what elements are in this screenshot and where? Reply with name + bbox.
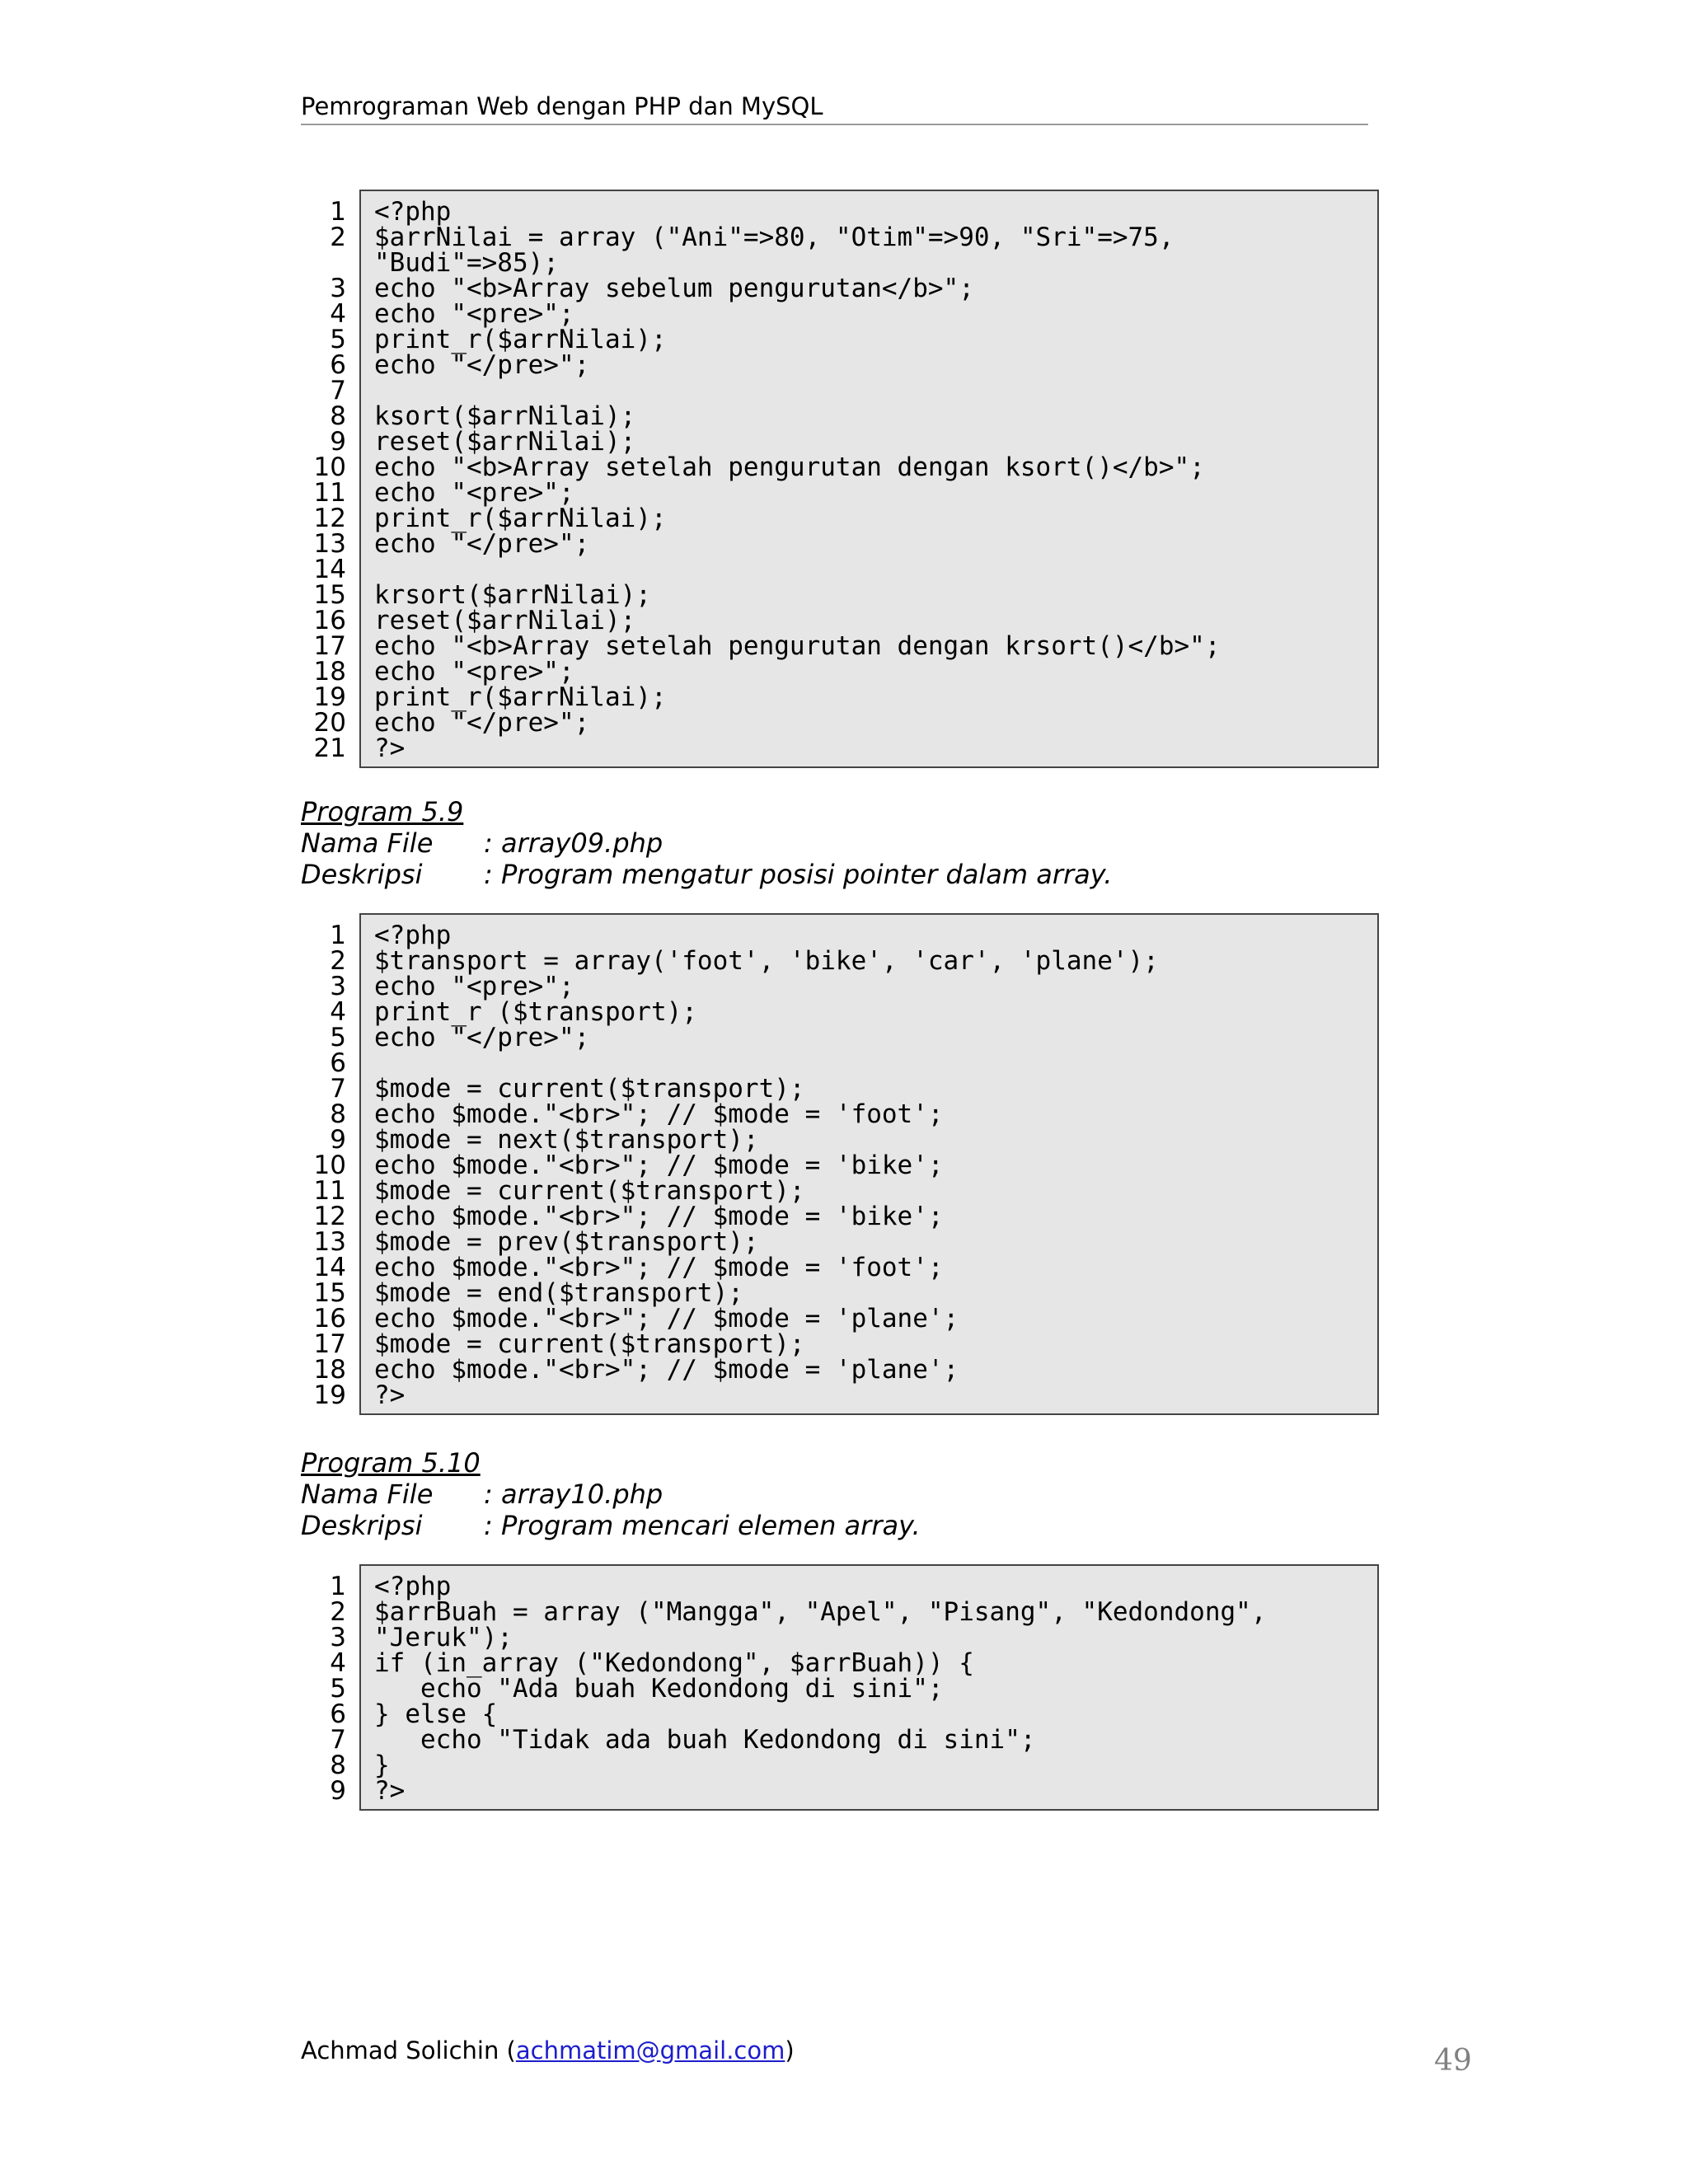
line-number: 4 bbox=[330, 299, 346, 329]
code-box bbox=[359, 190, 1379, 768]
code-line: echo $mode."<br>"; // $mode = 'plane'; bbox=[374, 1304, 959, 1333]
line-number: 8 bbox=[330, 1750, 346, 1780]
code-line: <?php bbox=[374, 1572, 452, 1601]
code-line: echo $mode."<br>"; // $mode = 'foot'; bbox=[374, 1253, 944, 1282]
program-info-5-9 bbox=[301, 796, 1112, 890]
line-number: 3 bbox=[330, 274, 346, 303]
program-title: Program 5.10 bbox=[301, 1447, 481, 1479]
line-number: 11 bbox=[313, 1176, 346, 1206]
code-line bbox=[374, 1051, 1364, 1076]
line-number: 3 bbox=[330, 972, 346, 1001]
line-numbers bbox=[297, 199, 346, 762]
line-number: 2 bbox=[330, 223, 346, 252]
line-number: 8 bbox=[330, 401, 346, 431]
code-line: <?php bbox=[374, 921, 452, 950]
code-box bbox=[359, 913, 1379, 1415]
code-text bbox=[374, 923, 1364, 1408]
line-number: 5 bbox=[330, 325, 346, 354]
line-numbers bbox=[297, 1574, 346, 1804]
code-line: $arrBuah = array ("Mangga", "Apel", "Pisang", "Kedondong", bbox=[374, 1597, 1267, 1627]
code-line bbox=[374, 378, 1364, 404]
code-line: $transport = array('foot', 'bike', 'car', 'plane'); bbox=[374, 946, 1159, 976]
line-number: 17 bbox=[313, 631, 346, 661]
line-number: 14 bbox=[313, 1253, 346, 1282]
code-line: echo $mode."<br>"; // $mode = 'foot'; bbox=[374, 1099, 944, 1129]
file-name-label: Nama File bbox=[301, 827, 434, 859]
code-line: ?> bbox=[374, 1776, 406, 1806]
code-line: print_r($arrNilai); bbox=[374, 504, 667, 533]
description-row bbox=[301, 1510, 921, 1541]
code-line: ?> bbox=[374, 1380, 406, 1410]
line-number: 1 bbox=[330, 1572, 346, 1601]
code-line: echo "<pre>"; bbox=[374, 478, 574, 508]
code-line: echo $mode."<br>"; // $mode = 'bike'; bbox=[374, 1151, 944, 1180]
code-line: echo "<pre>"; bbox=[374, 299, 574, 329]
code-line: echo $mode."<br>"; // $mode = 'plane'; bbox=[374, 1355, 959, 1385]
code-line: echo "<pre>"; bbox=[374, 972, 574, 1001]
line-number: 19 bbox=[313, 682, 346, 712]
line-number: 10 bbox=[313, 452, 346, 482]
line-number: 6 bbox=[330, 1048, 346, 1078]
code-line: $mode = current($transport); bbox=[374, 1074, 805, 1104]
line-number: 6 bbox=[330, 350, 346, 380]
description-value: : Program mencari elemen array. bbox=[484, 1510, 921, 1541]
file-name-label: Nama File bbox=[301, 1479, 434, 1510]
line-number: 7 bbox=[330, 1074, 346, 1104]
description-row bbox=[301, 859, 1112, 890]
code-line bbox=[374, 557, 1364, 583]
line-number: 6 bbox=[330, 1699, 346, 1729]
code-line: } else { bbox=[374, 1699, 498, 1729]
line-number: 9 bbox=[330, 427, 346, 457]
line-number bbox=[297, 251, 346, 276]
line-number: 10 bbox=[313, 1151, 346, 1180]
page-number: 49 bbox=[1434, 2044, 1472, 2078]
line-number: 19 bbox=[313, 1380, 346, 1410]
line-number: 13 bbox=[313, 1227, 346, 1257]
code-line: "Jeruk"); bbox=[374, 1623, 513, 1652]
line-number: 15 bbox=[313, 580, 346, 610]
code-line: $mode = current($transport); bbox=[374, 1176, 805, 1206]
program-info-5-10 bbox=[301, 1447, 921, 1541]
code-box bbox=[359, 1564, 1379, 1811]
line-number: 1 bbox=[330, 921, 346, 950]
code-line: reset($arrNilai); bbox=[374, 606, 636, 635]
code-line: $mode = end($transport); bbox=[374, 1278, 743, 1308]
code-line: echo "</pre>"; bbox=[374, 1023, 590, 1052]
line-number: 4 bbox=[330, 1648, 346, 1678]
file-name-row bbox=[301, 1479, 921, 1510]
code-line: if (in_array ("Kedondong", $arrBuah)) { bbox=[374, 1648, 974, 1678]
code-line: print_r ($transport); bbox=[374, 997, 697, 1027]
line-number: 18 bbox=[313, 657, 346, 687]
code-line: echo "<b>Array setelah pengurutan dengan ksort()</b>"; bbox=[374, 452, 1205, 482]
code-line: echo "<b>Array sebelum pengurutan</b>"; bbox=[374, 274, 974, 303]
code-text bbox=[374, 199, 1364, 762]
line-number: 3 bbox=[330, 1623, 346, 1652]
description-value: : Program mengatur posisi pointer dalam array. bbox=[484, 859, 1113, 890]
code-line: echo "Tidak ada buah Kedondong di sini"; bbox=[374, 1725, 1036, 1755]
line-numbers bbox=[297, 923, 346, 1408]
line-number: 8 bbox=[330, 1099, 346, 1129]
line-number: 9 bbox=[330, 1125, 346, 1155]
line-number: 15 bbox=[313, 1278, 346, 1308]
line-number: 11 bbox=[313, 478, 346, 508]
code-line: } bbox=[374, 1750, 390, 1780]
code-line: $mode = next($transport); bbox=[374, 1125, 759, 1155]
header-title: Pemrograman Web dengan PHP dan MySQL bbox=[301, 92, 823, 120]
code-line: $mode = current($transport); bbox=[374, 1329, 805, 1359]
line-number: 21 bbox=[313, 733, 346, 763]
line-number: 17 bbox=[313, 1329, 346, 1359]
code-line: ?> bbox=[374, 733, 406, 763]
code-line: "Budi"=>85); bbox=[374, 248, 559, 278]
line-number: 16 bbox=[313, 606, 346, 635]
file-name-value: : array10.php bbox=[484, 1479, 663, 1510]
code-line: echo $mode."<br>"; // $mode = 'bike'; bbox=[374, 1202, 944, 1231]
file-name-row bbox=[301, 827, 1112, 859]
line-number: 16 bbox=[313, 1304, 346, 1333]
code-line: print_r($arrNilai); bbox=[374, 682, 667, 712]
program-title: Program 5.9 bbox=[301, 796, 464, 827]
line-number: 18 bbox=[313, 1355, 346, 1385]
code-text bbox=[374, 1574, 1364, 1804]
code-line: $mode = prev($transport); bbox=[374, 1227, 759, 1257]
code-line: <?php bbox=[374, 197, 452, 227]
line-number: 9 bbox=[330, 1776, 346, 1806]
line-number: 2 bbox=[330, 1597, 346, 1627]
code-line: echo "</pre>"; bbox=[374, 350, 590, 380]
author-email-link[interactable]: achmatim@gmail.com bbox=[515, 2036, 785, 2064]
code-line: reset($arrNilai); bbox=[374, 427, 636, 457]
line-number: 14 bbox=[313, 555, 346, 584]
description-label: Deskripsi bbox=[301, 1510, 423, 1541]
line-number: 5 bbox=[330, 1674, 346, 1704]
line-number: 12 bbox=[313, 504, 346, 533]
line-number: 7 bbox=[330, 376, 346, 405]
running-header bbox=[301, 89, 1368, 125]
line-number: 2 bbox=[330, 946, 346, 976]
line-number: 13 bbox=[313, 529, 346, 559]
description-label: Deskripsi bbox=[301, 859, 423, 890]
page-footer bbox=[301, 2034, 795, 2067]
code-line: echo "</pre>"; bbox=[374, 529, 590, 559]
line-number: 4 bbox=[330, 997, 346, 1027]
code-line: krsort($arrNilai); bbox=[374, 580, 651, 610]
footer-close-paren: ) bbox=[785, 2036, 795, 2064]
line-number: 20 bbox=[313, 708, 346, 738]
code-line: print_r($arrNilai); bbox=[374, 325, 667, 354]
code-line: $arrNilai = array ("Ani"=>80, "Otim"=>90, "Sri"=>75, bbox=[374, 223, 1175, 252]
code-line: echo "Ada buah Kedondong di sini"; bbox=[374, 1674, 944, 1704]
footer-author: Achmad Solichin ( bbox=[301, 2036, 516, 2064]
line-number: 1 bbox=[330, 197, 346, 227]
line-number: 12 bbox=[313, 1202, 346, 1231]
code-line: echo "<pre>"; bbox=[374, 657, 574, 687]
code-line: echo "</pre>"; bbox=[374, 708, 590, 738]
file-name-value: : array09.php bbox=[484, 827, 663, 859]
line-number: 7 bbox=[330, 1725, 346, 1755]
code-line: ksort($arrNilai); bbox=[374, 401, 636, 431]
code-line: echo "<b>Array setelah pengurutan dengan krsort()</b>"; bbox=[374, 631, 1221, 661]
line-number: 5 bbox=[330, 1023, 346, 1052]
